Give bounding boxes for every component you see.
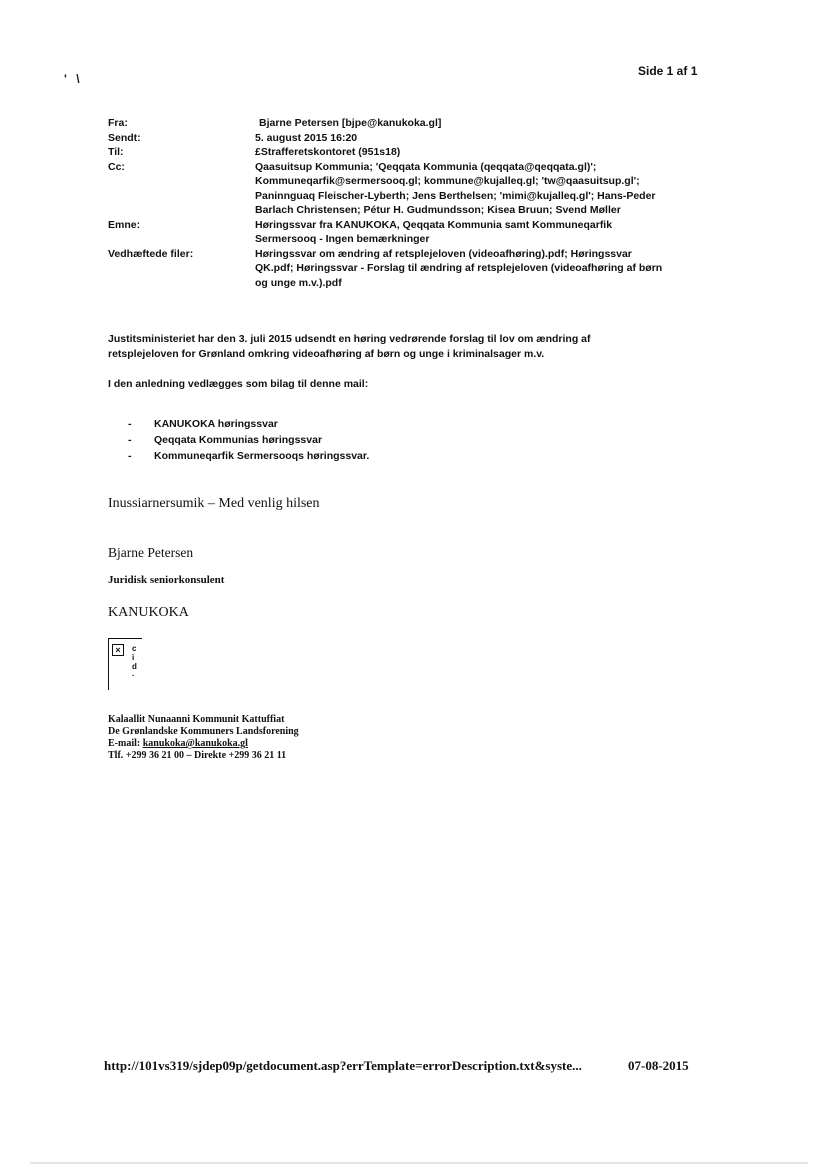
cc-label: Cc: (108, 160, 125, 173)
cc-line: Qaasuitsup Kommunia; 'Qeqqata Kommunia (qeqqata@qeqqata.gl)'; (255, 160, 597, 173)
contact-phone: Tlf. +299 36 21 00 – Direkte +299 36 21 11 (108, 750, 287, 761)
cid-letter: d (132, 662, 137, 671)
intro-line: Justitsministeriet har den 3. juli 2015 udsendt en høring vedrørende forslag til lov om ændring af (108, 333, 591, 345)
signature-name: Bjarne Petersen (108, 545, 194, 560)
from-label: Fra: (108, 117, 128, 129)
intro-paragraph (108, 332, 668, 361)
page-number: Side 1 af 1 (638, 64, 698, 78)
to-label: Til: (108, 146, 124, 158)
attachment-line: QK.pdf; Høringssvar - Forslag til ændring af retsplejeloven (videoafhøring af børn (255, 262, 663, 274)
broken-image-icon: × (112, 644, 124, 656)
email-link[interactable]: kanukoka@kanukoka.gl (142, 738, 248, 749)
attachments-label: Vedhæftede filer: (108, 247, 194, 260)
sent-row (108, 131, 708, 146)
dash-icon: - (128, 418, 132, 430)
from-value: Bjarne Petersen [bjpe@kanukoka.gl] (259, 117, 442, 129)
bullet-text: Qeqqata Kommunias høringssvar (154, 434, 323, 446)
from-row (108, 116, 708, 131)
bullet-text: KANUKOKA høringssvar (154, 418, 278, 430)
email-header (108, 116, 708, 290)
contact-block (108, 714, 299, 762)
bullet-text: Kommuneqarfik Sermersooqs høringssvar. (154, 450, 370, 462)
attachment-line: Høringssvar om ændring af retsplejeloven (videoafhøring).pdf; Høringssvar (255, 247, 632, 260)
subject-value (255, 218, 708, 247)
broken-image-placeholder (108, 638, 148, 690)
subject-label: Emne: (108, 218, 141, 231)
image-frame-line (108, 638, 142, 639)
cc-value (255, 160, 708, 218)
email-label: E-mail: (108, 738, 143, 749)
contact-email (108, 738, 299, 750)
subject-line: Høringssvar fra KANUKOKA, Qeqqata Kommunia samt Kommuneqarfik (255, 218, 613, 231)
bullet-item (128, 448, 369, 464)
sent-value: 5. august 2015 16:20 (255, 131, 358, 144)
cid-label (132, 644, 137, 680)
scan-marks: ' \ (64, 72, 83, 86)
cc-line: Paninnguaq Fleischer-Lyberth; Jens Berthelsen; 'mimi@kujalleq.gl'; Hans-Peder (255, 189, 656, 202)
attachment-bullet-list (128, 416, 369, 464)
dash-icon: - (128, 450, 132, 462)
subject-line: Sermersooq - Ingen bemærkninger (255, 233, 430, 245)
to-value: £Strafferetskontoret (951s18) (255, 146, 401, 158)
bullet-item (128, 432, 369, 448)
contact-line: De Grønlandske Kommuners Landsforening (108, 726, 299, 737)
dash-icon: - (128, 434, 132, 446)
footer-url: http://101vs319/sjdep09p/getdocument.asp?errTemplate=errorDescription.txt&syste... (104, 1058, 582, 1073)
cid-letters (132, 644, 137, 680)
image-frame-line (108, 638, 109, 690)
sent-label: Sendt: (108, 131, 141, 144)
attachments-row (108, 247, 708, 291)
signature-greeting: Inussiarnersumik – Med venlig hilsen (108, 496, 320, 511)
to-row (108, 145, 708, 160)
intro-line: retsplejeloven for Grønland omkring videoafhøring af børn og unge i kriminalsager m.v. (108, 347, 545, 360)
cid-letter: · (132, 671, 135, 680)
attachments-value (255, 247, 708, 291)
signature-title: Juridisk seniorkonsulent (108, 574, 225, 586)
attachment-line: og unge m.v.).pdf (255, 276, 342, 289)
cc-line: Kommuneqarfik@sermersooq.gl; kommune@kujalleq.gl; 'tw@qaasuitsup.gl'; (255, 175, 640, 187)
cc-line: Barlach Christensen; Pétur H. Gudmundsson; Kisea Bruun; Svend Møller (255, 204, 621, 216)
lead-paragraph: I den anledning vedlægges som bilag til denne mail: (108, 378, 369, 390)
contact-line: Kalaallit Nunaanni Kommunit Kattuffiat (108, 714, 285, 725)
cid-letter: c (132, 644, 137, 653)
signature-org: KANUKOKA (108, 605, 189, 620)
cid-letter: i (132, 653, 135, 662)
subject-row (108, 218, 708, 247)
bullet-item (128, 416, 369, 432)
cc-row (108, 160, 708, 218)
footer-date: 07-08-2015 (628, 1058, 689, 1073)
page-edge-divider (30, 1162, 808, 1164)
